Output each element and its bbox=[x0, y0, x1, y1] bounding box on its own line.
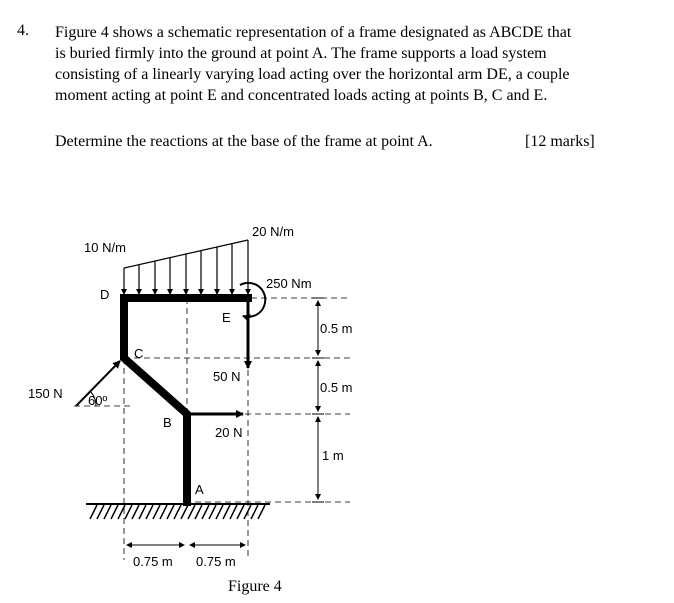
question-number: 4. bbox=[17, 22, 29, 39]
dashed-guides bbox=[74, 298, 350, 560]
figure-caption: Figure 4 bbox=[228, 578, 282, 595]
ground-support bbox=[86, 504, 270, 519]
question-line: moment acting at point E and concentrated loads acting at points B, C and E. bbox=[55, 87, 548, 104]
label-force-e: 50 N bbox=[213, 369, 241, 384]
label-20-n-per-m: 20 N/m bbox=[252, 224, 294, 239]
label-10-n-per-m: 10 N/m bbox=[84, 240, 126, 255]
question-line: consisting of a linearly varying load acting over the horizontal arm DE, a couple bbox=[55, 66, 570, 83]
label-force-b: 20 N bbox=[215, 425, 243, 440]
task-text: Determine the reactions at the base of the frame at point A. bbox=[55, 133, 433, 150]
label-moment: 250 Nm bbox=[266, 276, 312, 291]
question-line: Figure 4 shows a schematic representation of a frame designated as ABCDE that bbox=[55, 24, 572, 41]
label-angle: 60º bbox=[88, 393, 108, 408]
label-force-c: 150 N bbox=[28, 386, 63, 401]
label-dim-v1: 0.5 m bbox=[320, 321, 353, 336]
question-line: is buried firmly into the ground at point A. The frame supports a load system bbox=[55, 45, 547, 62]
label-dim-v2: 0.5 m bbox=[320, 380, 353, 395]
label-point-b: B bbox=[163, 415, 172, 430]
distributed-load bbox=[124, 240, 248, 294]
label-point-e: E bbox=[222, 310, 231, 325]
frame-members bbox=[124, 298, 248, 502]
marks-label: [12 marks] bbox=[525, 133, 595, 150]
label-dim-v3: 1 m bbox=[322, 448, 344, 463]
label-dim-h1: 0.75 m bbox=[133, 554, 173, 569]
label-point-a: A bbox=[195, 482, 204, 497]
label-point-d: D bbox=[100, 287, 110, 302]
label-point-c: C bbox=[134, 346, 144, 361]
label-dim-h2: 0.75 m bbox=[196, 554, 236, 569]
